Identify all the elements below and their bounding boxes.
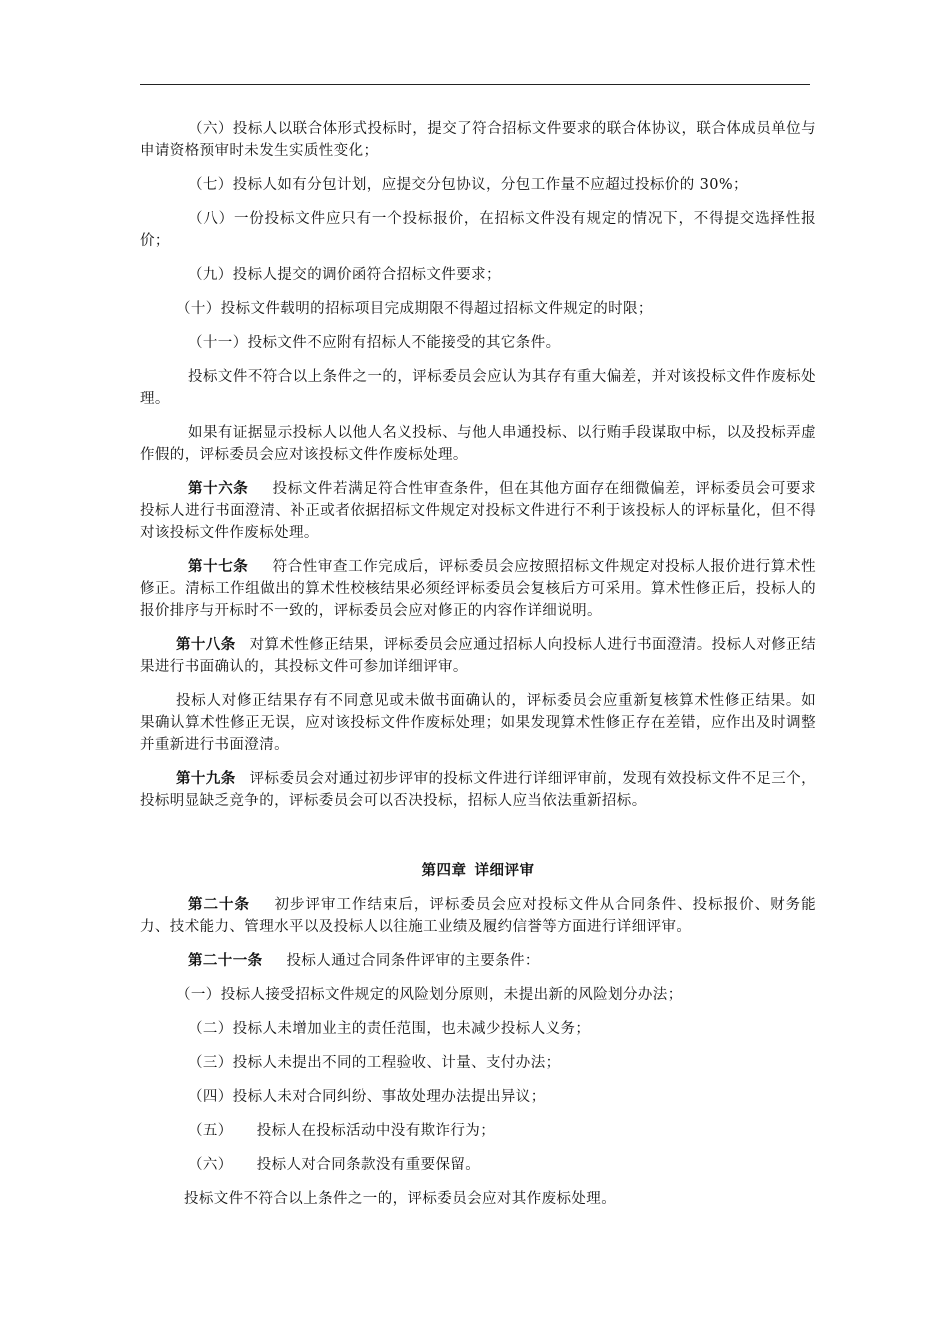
header-rule	[140, 84, 810, 85]
paragraph-fraud: 如果有证据显示投标人以他人名义投标、与他人串通投标、以行贿手段谋取中标，以及投标弄虚作假的，评标委员会应对该投标文件作废标处理。	[140, 425, 816, 463]
final-paragraph: 投标文件不符合以上条件之一的，评标委员会应对其作废标处理。	[184, 1191, 617, 1207]
article-18	[140, 634, 816, 678]
condition-number: （六）	[188, 1157, 233, 1173]
clause-9: （九）投标人提交的调价函符合招标文件要求；	[188, 267, 501, 283]
article-text: 投标人通过合同条件评审的主要条件：	[286, 953, 540, 969]
clause-8: （八）一份投标文件应只有一个投标报价，在招标文件没有规定的情况下，不得提交选择性报价；	[140, 211, 816, 249]
article-21	[140, 950, 816, 972]
article-title: 第二十条	[188, 896, 250, 913]
clause-11: （十一）投标文件不应附有招标人不能接受的其它条件。	[188, 335, 561, 351]
chapter-name: 详细评审	[474, 862, 535, 879]
article-title: 第二十一条	[188, 952, 263, 969]
paragraph-major-deviation: 投标文件不符合以上条件之一的，评标委员会应认为其存有重大偏差，并对该投标文件作废标处理。	[140, 369, 816, 407]
article-title: 第十九条	[176, 770, 236, 787]
condition-2: （二）投标人未增加业主的责任范围，也未减少投标人义务；	[188, 1021, 591, 1037]
clause-10: （十）投标文件载明的招标项目完成期限不得超过招标文件规定的时限；	[176, 301, 653, 317]
article-text: 符合性审查工作完成后，评标委员会应按照招标文件规定对投标人报价进行算术性修正。清标工作组做出的算术性校核结果必须经评标委员会复核后方可采用。算术性修正后，投标人的报价排序与开标时不一致的，评标委员会应对修正的内容作详细说明。	[140, 559, 816, 619]
article-title: 第十六条	[188, 480, 249, 497]
paragraph-correction-dispute: 投标人对修正结果存有不同意见或未做书面确认的，评标委员会应重新复核算术性修正结果。如果确认算术性修正无误，应对该投标文件作废标处理；如果发现算术性修正存在差错，应作出及时调整并重新进行书面澄清。	[140, 693, 816, 753]
document-body	[140, 118, 816, 1222]
article-text: 评标委员会对通过初步评审的投标文件进行详细评审前，发现有效投标文件不足三个，投标明显缺乏竞争的，评标委员会可以否决投标，招标人应当依法重新招标。	[140, 771, 816, 809]
clause-7: （七）投标人如有分包计划，应提交分包协议，分包工作量不应超过投标价的 30%；	[188, 177, 748, 193]
condition-3: （三）投标人未提出不同的工程验收、计量、支付办法；	[188, 1055, 561, 1071]
condition-5	[140, 1120, 816, 1142]
article-text: 对算术性修正结果，评标委员会应通过招标人向投标人进行书面澄清。投标人对修正结果进行书面确认的，其投标文件可参加详细评审。	[140, 637, 816, 675]
chapter-heading	[140, 860, 816, 882]
article-16	[140, 478, 816, 544]
condition-1: （一）投标人接受招标文件规定的风险划分原则，未提出新的风险划分办法；	[176, 987, 683, 1003]
article-17	[140, 556, 816, 622]
condition-4: （四）投标人未对合同纠纷、事故处理办法提出异议；	[188, 1089, 546, 1105]
article-text: 初步评审工作结束后，评标委员会应对投标文件从合同条件、投标报价、财务能力、技术能力、管理水平以及投标人以往施工业绩及履约信誉等方面进行详细评审。	[140, 897, 816, 935]
article-19	[140, 768, 816, 812]
article-title: 第十八条	[176, 636, 236, 653]
condition-text: 投标人在投标活动中没有欺诈行为；	[256, 1123, 496, 1139]
condition-6	[140, 1154, 816, 1176]
clause-6: （六）投标人以联合体形式投标时，提交了符合招标文件要求的联合体协议，联合体成员单位与申请资格预审时未发生实质性变化；	[140, 121, 816, 159]
article-title: 第十七条	[188, 558, 249, 575]
condition-number: （五）	[188, 1123, 233, 1139]
article-20	[140, 894, 816, 938]
chapter-number: 第四章	[421, 862, 467, 879]
condition-text: 投标人对合同条款没有重要保留。	[256, 1157, 481, 1173]
article-text: 投标文件若满足符合性审查条件，但在其他方面存在细微偏差，评标委员会可要求投标人进行书面澄清、补正或者依据招标文件规定对投标文件进行不利于该投标人的评标量化，但不得对该投标文件作废标处理。	[140, 481, 816, 541]
